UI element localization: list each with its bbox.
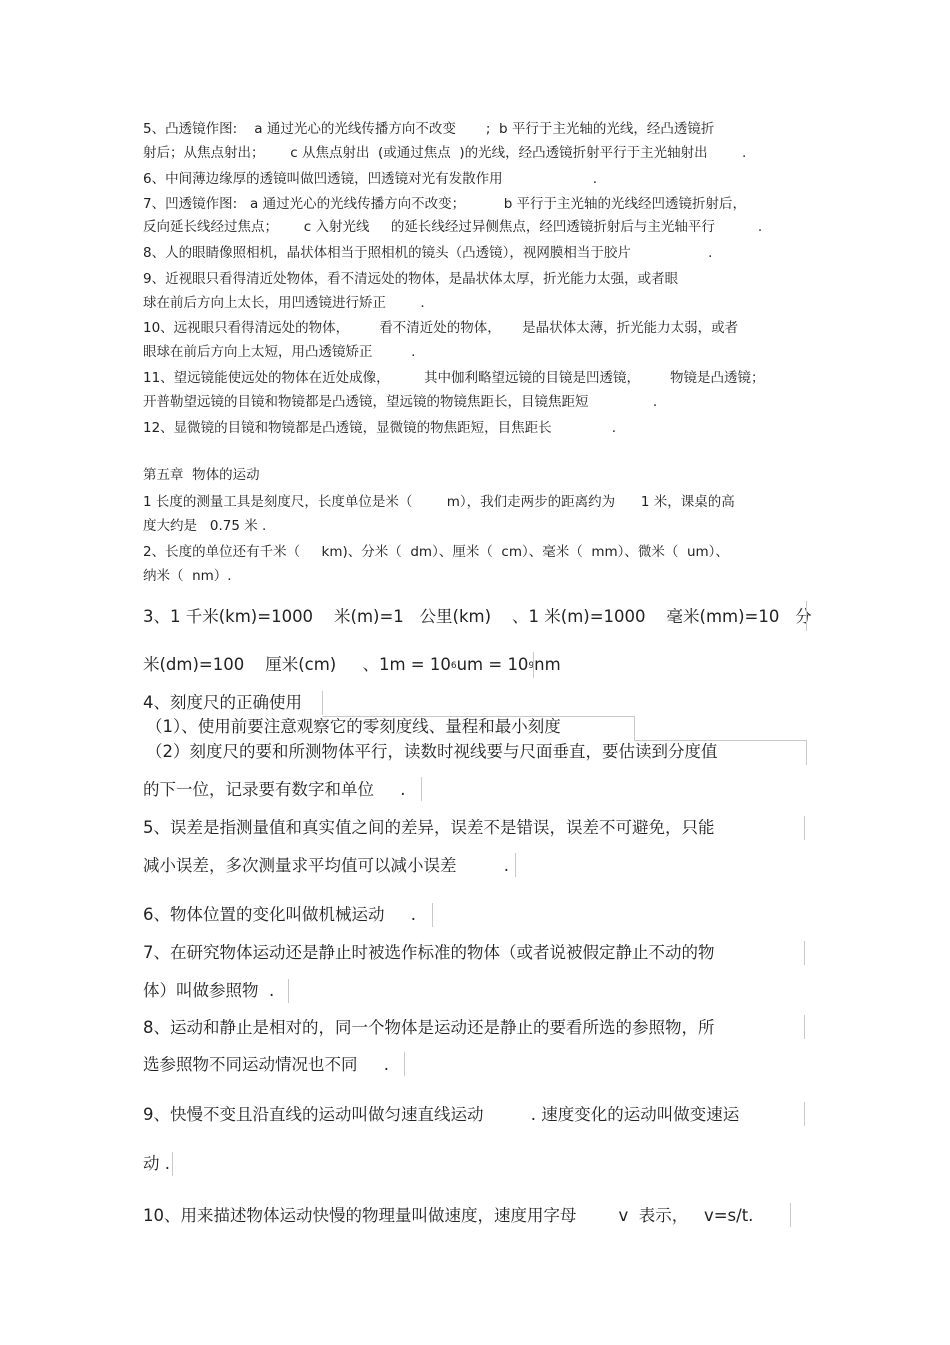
motion-item-6: 6、物体位置的变化叫做机械运动 . xyxy=(143,905,416,924)
lens-item-12: 12、显微镜的目镜和物镜都是凸透镜，显微镜的物焦距短，目焦距长 . xyxy=(143,420,617,436)
cell-border xyxy=(421,777,422,801)
motion-item-4-sub2-line2: 的下一位，记录要有数字和单位 . xyxy=(143,780,406,799)
motion-item-5-line2: 减小误差，多次测量求平均值可以减小误差 . xyxy=(143,856,509,875)
motion-item-4-title: 4、刻度尺的正确使用 xyxy=(143,693,302,712)
lens-item-10-line2: 眼球在前后方向上太短，用凸透镜矫正 . xyxy=(143,344,416,360)
motion-item-4-sub2-line1: （2）刻度尺的要和所测物体平行，读数时视线要与尺面垂直，要估读到分度值 xyxy=(146,742,718,761)
lens-item-7-line1: 7、凹透镜作图: a 通过光心的光线传播方向不改变； b 平行于主光轴的光线经凹透镜折射后， xyxy=(143,196,747,212)
motion-item-2-line1: 2、长度的单位还有千米（ km)、分米（ dm）、厘米（ cm）、毫米（ mm）、微米（ um）、 xyxy=(143,544,729,560)
cell-border xyxy=(432,903,433,927)
cell-border xyxy=(322,691,323,715)
cell-border xyxy=(804,1102,805,1126)
chapter-title: 第五章 物体的运动 xyxy=(143,467,260,483)
cell-border xyxy=(806,601,807,631)
motion-item-9-line2: 动 . xyxy=(143,1154,170,1173)
motion-item-1-line2: 度大约是 0.75 米 . xyxy=(143,518,267,534)
motion-item-4-sub1: （1）、使用前要注意观察它的零刻度线、量程和最小刻度 xyxy=(146,717,561,736)
cell-border xyxy=(533,652,534,678)
lens-item-7-line2: 反向延长线经过焦点； c 入射光线 的延长线经过异侧焦点，经凹透镜折射后与主光轴平行 . xyxy=(143,219,763,235)
exponent-9: 9 xyxy=(528,661,535,671)
cell-border xyxy=(804,941,805,965)
cell-border xyxy=(634,740,806,741)
cell-border xyxy=(804,816,805,840)
cell-border xyxy=(288,979,289,1003)
cell-border xyxy=(322,716,634,717)
unit-text-end: nm xyxy=(534,655,561,674)
motion-item-2-line2: 纳米（ nm）. xyxy=(143,568,232,584)
cell-border xyxy=(806,740,807,765)
motion-item-8-line2: 选参照物不同运动情况也不同 . xyxy=(143,1055,389,1074)
motion-item-3-line1: 3、1 千米(km)=1000 米(m)=1 公里(km) 、1 米(m)=1000 毫米(mm)=10 分 xyxy=(143,607,812,626)
cell-border xyxy=(634,716,635,740)
lens-item-9-line2: 球在前后方向上太长，用凹透镜进行矫正 . xyxy=(143,295,425,311)
cell-border xyxy=(404,1052,405,1076)
cell-border xyxy=(322,691,323,692)
cell-border xyxy=(172,1152,173,1176)
lens-item-11-line1: 11、望远镜能使远处的物体在近处成像， 其中伽利略望远镜的目镜是凹透镜， 物镜是凸透镜； xyxy=(143,370,765,386)
motion-item-7-line2: 体）叫做参照物 . xyxy=(143,981,275,1000)
motion-item-7-line1: 7、在研究物体运动还是静止时被选作标准的物体（或者说被假定静止不动的物 xyxy=(143,943,715,962)
lens-item-10-line1: 10、远视眼只看得清远处的物体， 看不清近处的物体， 是晶状体太薄，折光能力太弱，或者 xyxy=(143,320,739,336)
exponent-6: 6 xyxy=(450,661,457,671)
motion-item-3-line2 xyxy=(143,657,561,674)
motion-item-1-line1: 1 长度的测量工具是刻度尺，长度单位是米（ m），我们走两步的距离约为 1 米，课桌的高 xyxy=(143,494,735,510)
cell-border xyxy=(515,853,516,877)
motion-item-10: 10、用来描述物体运动快慢的物理量叫做速度，速度用字母 v 表示， v=s/t. xyxy=(143,1206,754,1225)
cell-border xyxy=(804,1015,805,1039)
unit-text-mid: um = 10 xyxy=(456,655,529,674)
unit-text: 米(dm)=100 厘米(cm) 、1m = 10 xyxy=(143,655,451,674)
lens-item-5-line1: 5、凸透镜作图: a 通过光心的光线传播方向不改变 ; b 平行于主光轴的光线，经凸透镜折 xyxy=(143,121,715,137)
lens-item-9-line1: 9、近视眼只看得清近处物体，看不清远处的物体，是晶状体太厚，折光能力太强，或者眼 xyxy=(143,271,679,287)
lens-item-11-line2: 开普勒望远镜的目镜和物镜都是凸透镜，望远镜的物镜焦距长，目镜焦距短 . xyxy=(143,394,658,410)
lens-item-8: 8、人的眼睛像照相机，晶状体相当于照相机的镜头（凸透镜），视网膜相当于胶片 . xyxy=(143,245,713,261)
cell-border xyxy=(790,1203,791,1227)
motion-item-5-line1: 5、误差是指测量值和真实值之间的差异，误差不是错误，误差不可避免，只能 xyxy=(143,818,715,837)
lens-item-5-line2: 射后；从焦点射出； c 从焦点射出 (或通过焦点 )的光线，经凸透镜折射平行于主光轴射出 . xyxy=(143,145,747,161)
motion-item-9-line1: 9、快慢不变且沿直线的运动叫做匀速直线运动 . 速度变化的运动叫做变速运 xyxy=(143,1105,740,1124)
motion-item-8-line1: 8、运动和静止是相对的，同一个物体是运动还是静止的要看所选的参照物，所 xyxy=(143,1018,715,1037)
lens-item-6: 6、中间薄边缘厚的透镜叫做凹透镜，凹透镜对光有发散作用 . xyxy=(143,171,597,187)
